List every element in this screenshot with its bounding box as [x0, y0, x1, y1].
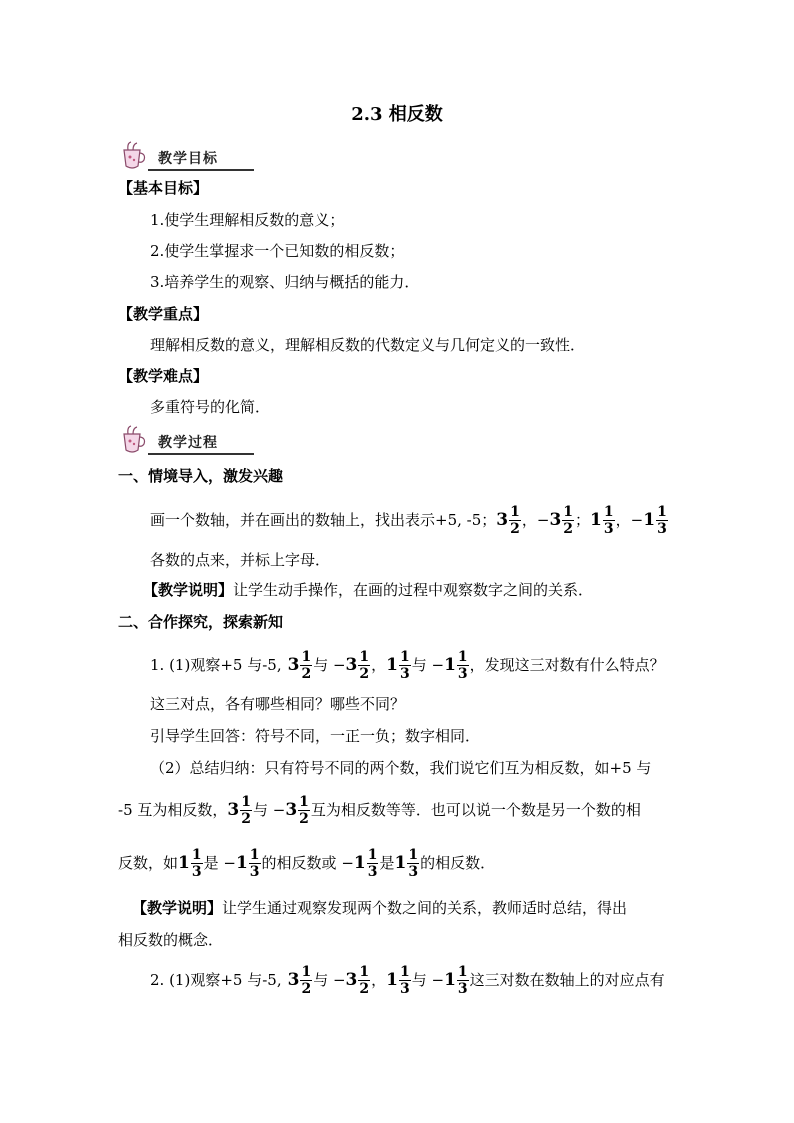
mixed-number: 3: [227, 800, 240, 820]
q2-line3-prefix: 反数，如: [118, 854, 179, 872]
denominator: 2: [241, 810, 251, 827]
numerator: 1: [191, 846, 202, 863]
q3-prefix: 2. (1)观察+5 与-5,: [150, 971, 282, 989]
numerator: 1: [301, 648, 312, 665]
numerator: 1: [301, 963, 312, 980]
denominator: 2: [563, 520, 574, 537]
numerator: 1: [359, 648, 370, 665]
fraction: [249, 848, 261, 879]
denominator: 2: [510, 520, 520, 537]
numerator: 1: [457, 648, 468, 665]
fraction: [367, 848, 379, 879]
numerator: 1: [399, 648, 410, 665]
fraction: [407, 848, 419, 879]
section-banner-goals: [118, 140, 254, 174]
fraction: [399, 965, 411, 996]
denominator: 2: [301, 980, 312, 997]
q2-line3-is1: 是 −: [203, 854, 236, 872]
mixed-number: 3: [549, 510, 562, 530]
section-banner-process: [118, 424, 254, 458]
numerator: 1: [657, 503, 667, 520]
fraction: [300, 965, 312, 996]
part1-line1-prefix: 画一个数轴，并在画出的数轴上，找出表示+5, -5；: [150, 511, 497, 529]
section-heading-difficulties: 【教学难点】: [118, 367, 209, 385]
separator: ；: [575, 511, 591, 529]
fraction: [358, 965, 370, 996]
denominator: 3: [367, 863, 378, 880]
denominator: 3: [657, 520, 667, 537]
denominator: 3: [603, 520, 614, 537]
mixed-number: 1: [444, 970, 456, 990]
section-heading-key-points: 【教学重点】: [118, 305, 209, 323]
separator: ，−: [521, 511, 550, 529]
fraction: [191, 848, 203, 879]
section-heading-basic-goals: 【基本目标】: [118, 179, 209, 197]
goal-item: 3.培养学生的观察、归纳与概括的能力．: [150, 273, 420, 291]
mixed-number: 3: [496, 510, 509, 530]
key-points-text: 理解相反数的意义，理解相反数的代数定义与几何定义的一致性．: [150, 336, 586, 354]
separator: ，−: [615, 511, 644, 529]
mixed-number: 3: [345, 655, 358, 675]
separator: ，: [371, 971, 387, 989]
numerator: 1: [408, 846, 419, 863]
numerator: 1: [367, 846, 378, 863]
fraction: [298, 795, 310, 826]
mixed-number: 1: [178, 853, 190, 873]
conjunction: 与 −: [411, 971, 445, 989]
q2-line3: [118, 843, 495, 883]
mixed-number: 1: [235, 853, 248, 873]
conjunction: 与 −: [411, 656, 445, 674]
q2-line2-prefix: -5 互为相反数，: [118, 801, 228, 819]
part1-note: [143, 580, 593, 600]
denominator: 2: [299, 810, 309, 827]
page-title: 2.3 相反数: [351, 104, 443, 125]
note-label: 【教学说明】: [143, 581, 234, 599]
part2-note: [132, 898, 627, 918]
numerator: 1: [299, 793, 309, 810]
fraction: [399, 650, 411, 681]
part1-line2: 各数的点来，并标上字母．: [150, 551, 331, 569]
q1-line3: 引导学生回答：符号不同，一正一负；数字相同．: [150, 727, 481, 745]
separator: ，: [371, 656, 387, 674]
denominator: 3: [457, 665, 468, 682]
q2-line2-suffix: 互为相反数等等．也可以说一个数是另一个数的相: [310, 801, 641, 819]
denominator: 3: [408, 863, 419, 880]
numerator: 1: [457, 963, 468, 980]
q2-line3-of1: 的相反数或 −: [261, 854, 354, 872]
mixed-number: 1: [590, 510, 602, 530]
banner-label: 教学目标: [158, 151, 218, 167]
denominator: 2: [359, 665, 370, 682]
denominator: 3: [191, 863, 202, 880]
numerator: 1: [241, 793, 251, 810]
part2-note-cont: 相反数的概念．: [118, 931, 224, 949]
fraction: [656, 505, 668, 536]
denominator: 2: [359, 980, 370, 997]
mixed-number: 1: [353, 853, 366, 873]
mixed-number: 3: [285, 800, 298, 820]
goal-item: 1.使学生理解相反数的意义；: [150, 211, 345, 229]
numerator: 1: [359, 963, 370, 980]
note-text: 让学生通过观察发现两个数之间的关系，教师适时总结，得出: [222, 899, 628, 917]
note-label: 【教学说明】: [132, 899, 223, 917]
part2-heading: 二、合作探究，探索新知: [118, 613, 284, 631]
mixed-number: 1: [643, 510, 656, 530]
conjunction: 与 −: [313, 971, 346, 989]
q2-line2: [118, 790, 641, 830]
fraction: [509, 505, 521, 536]
q2-line1: （2）总结归纳：只有符号不同的两个数，我们说它们互为相反数，如+5 与: [150, 759, 652, 777]
q1-prefix: 1. (1)观察+5 与-5,: [150, 656, 282, 674]
denominator: 3: [457, 980, 468, 997]
mixed-number: 1: [386, 970, 398, 990]
denominator: 3: [249, 863, 260, 880]
difficulties-text: 多重符号的化简．: [150, 398, 271, 416]
numerator: 1: [249, 846, 260, 863]
q3-suffix: 这三对数在数轴上的对应点有: [469, 971, 665, 989]
part1-line1: [150, 500, 669, 540]
banner-underline: [148, 453, 254, 455]
mixed-number: 3: [345, 970, 358, 990]
fraction: [457, 965, 469, 996]
numerator: 1: [563, 503, 574, 520]
mixed-number: 3: [287, 970, 300, 990]
conjunction: 与 −: [252, 801, 286, 819]
numerator: 1: [399, 963, 410, 980]
mixed-number: 1: [444, 655, 456, 675]
fraction: [300, 650, 312, 681]
mixed-number: 1: [394, 853, 407, 873]
numerator: 1: [603, 503, 614, 520]
part2-q1-line1: [150, 645, 665, 685]
q1-line2: 这三对点，各有哪些相同？哪些不同？: [150, 695, 406, 713]
q2-line3-of2: 的相反数．: [420, 854, 496, 872]
banner-underline: [148, 169, 254, 171]
part1-heading: 一、情境导入，激发兴趣: [118, 467, 284, 485]
fraction: [562, 505, 574, 536]
mixed-number: 1: [386, 655, 398, 675]
numerator: 1: [510, 503, 520, 520]
q2-line3-is2: 是: [379, 854, 395, 872]
fraction: [457, 650, 469, 681]
note-text: 让学生动手操作，在画的过程中观察数字之间的关系．: [233, 581, 594, 599]
goal-item: 2.使学生掌握求一个已知数的相反数；: [150, 242, 405, 260]
denominator: 3: [399, 665, 410, 682]
q1-suffix: ，发现这三对数有什么特点？: [469, 656, 665, 674]
fraction: [240, 795, 252, 826]
mixed-number: 3: [287, 655, 300, 675]
part2-q2-line1: [150, 960, 665, 1000]
conjunction: 与 −: [313, 656, 346, 674]
denominator: 2: [301, 665, 312, 682]
banner-label: 教学过程: [158, 435, 218, 451]
fraction: [358, 650, 370, 681]
fraction: [603, 505, 615, 536]
denominator: 3: [399, 980, 410, 997]
